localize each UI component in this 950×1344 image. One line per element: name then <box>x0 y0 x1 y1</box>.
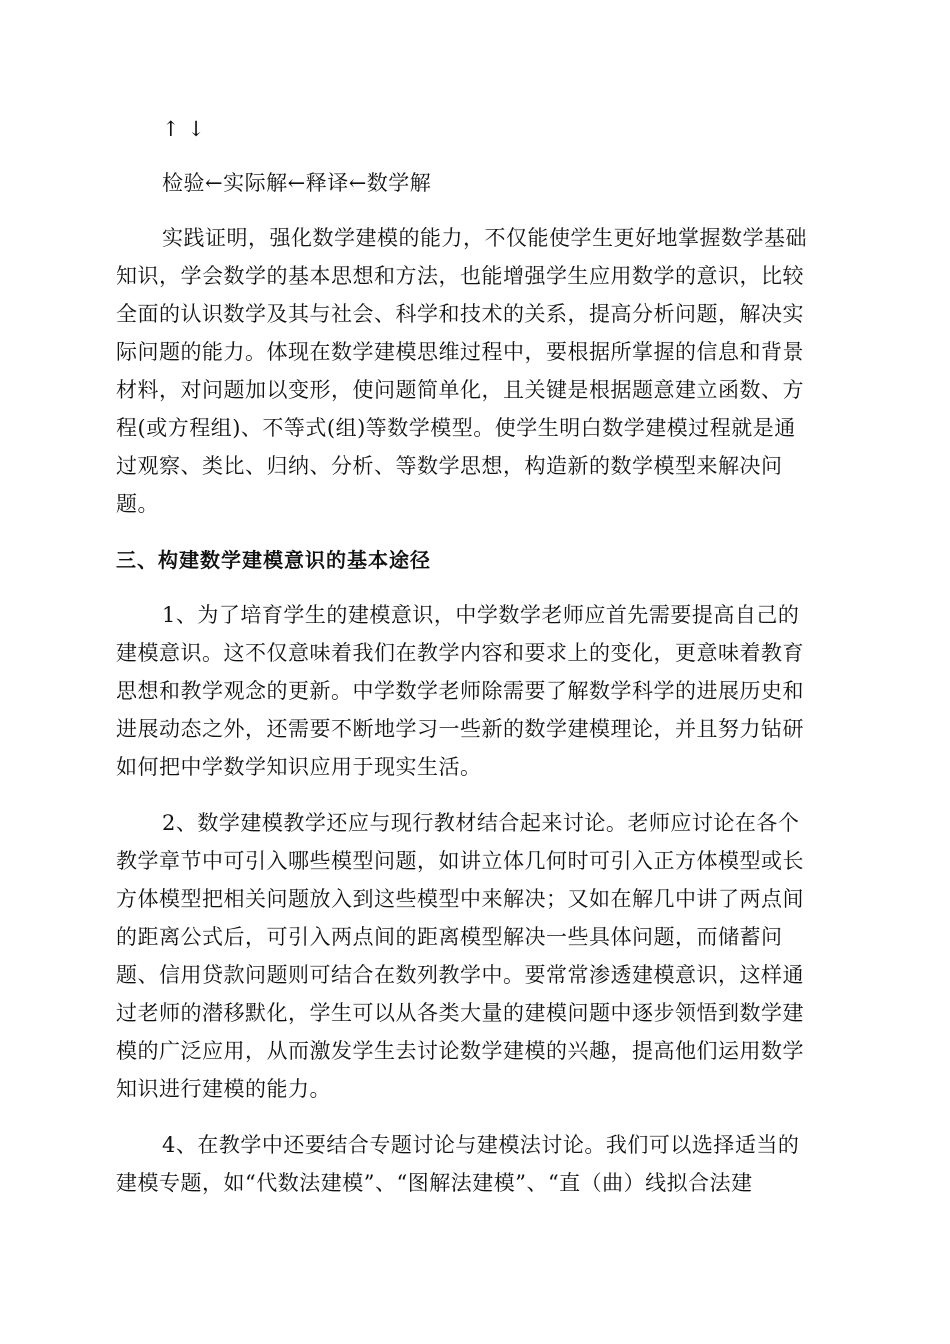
paragraph-4-line-2: 建模专题，如“代数法建模”、“图解法建模”、“直（曲）线拟合法建 <box>116 1171 753 1195</box>
paragraph-2-line-5: 如何把中学数学知识应用于现实生活。 <box>116 755 482 779</box>
paragraph-1-line-5: 材料，对问题加以变形，使问题简单化，且关键是根据题意建立函数、方 <box>116 378 804 402</box>
paragraph-2-line-3: 思想和教学观念的更新。中学数学老师除需要了解数学科学的进展历史和 <box>116 679 804 703</box>
section-heading: 三、构建数学建模意识的基本途径 <box>116 548 431 572</box>
paragraph-3-line-6: 过老师的潜移默化，学生可以从各类大量的建模问题中逐步领悟到数学建 <box>116 1001 804 1025</box>
paragraph-1-line-8: 题。 <box>116 492 159 516</box>
paragraph-3-line-4: 的距离公式后，可引入两点间的距离模型解决一些具体问题，而储蓄问 <box>116 925 783 949</box>
paragraph-1-line-3: 全面的认识数学及其与社会、科学和技术的关系，提高分析问题，解决实 <box>116 302 804 326</box>
paragraph-1-line-2: 知识，学会数学的基本思想和方法，也能增强学生应用数学的意识，比较 <box>116 264 804 288</box>
paragraph-3-line-8: 知识进行建模的能力。 <box>116 1077 331 1101</box>
paragraph-3-line-2: 教学章节中可引入哪些模型问题，如讲立体几何时可引入正方体模型或长 <box>116 849 804 873</box>
paragraph-4-line-1: 4、在教学中还要结合专题讨论与建模法讨论。我们可以选择适当的 <box>162 1133 800 1157</box>
flow-chain: 检验←实际解←释译←数学解 <box>162 171 432 195</box>
paragraph-2-line-4: 进展动态之外，还需要不断地学习一些新的数学建模理论，并且努力钻研 <box>116 717 804 741</box>
paragraph-1-line-4: 际问题的能力。体现在数学建模思维过程中，要根据所掌握的信息和背景 <box>116 340 804 364</box>
paragraph-3-line-3: 方体模型把相关问题放入到这些模型中来解决；又如在解几中讲了两点间 <box>116 887 804 911</box>
flow-arrows: ↑ ↓ <box>162 117 206 141</box>
paragraph-2-line-1: 1、为了培育学生的建模意识，中学数学老师应首先需要提高自己的 <box>162 603 800 627</box>
paragraph-3-line-5: 题、信用贷款问题则可结合在数列教学中。要常常渗透建模意识，这样通 <box>116 963 804 987</box>
paragraph-1-line-1: 实践证明，强化数学建模的能力，不仅能使学生更好地掌握数学基础 <box>162 226 807 250</box>
paragraph-2-line-2: 建模意识。这不仅意味着我们在教学内容和要求上的变化，更意味着教育 <box>116 641 804 665</box>
paragraph-3-line-1: 2、数学建模教学还应与现行教材结合起来讨论。老师应讨论在各个 <box>162 811 800 835</box>
paragraph-1-line-7: 过观察、类比、归纳、分析、等数学思想，构造新的数学模型来解决问 <box>116 454 783 478</box>
paragraph-3-line-7: 模的广泛应用，从而激发学生去讨论数学建模的兴趣，提高他们运用数学 <box>116 1039 804 1063</box>
paragraph-1-line-6: 程(或方程组)、不等式(组)等数学模型。使学生明白数学建模过程就是通 <box>116 416 796 440</box>
